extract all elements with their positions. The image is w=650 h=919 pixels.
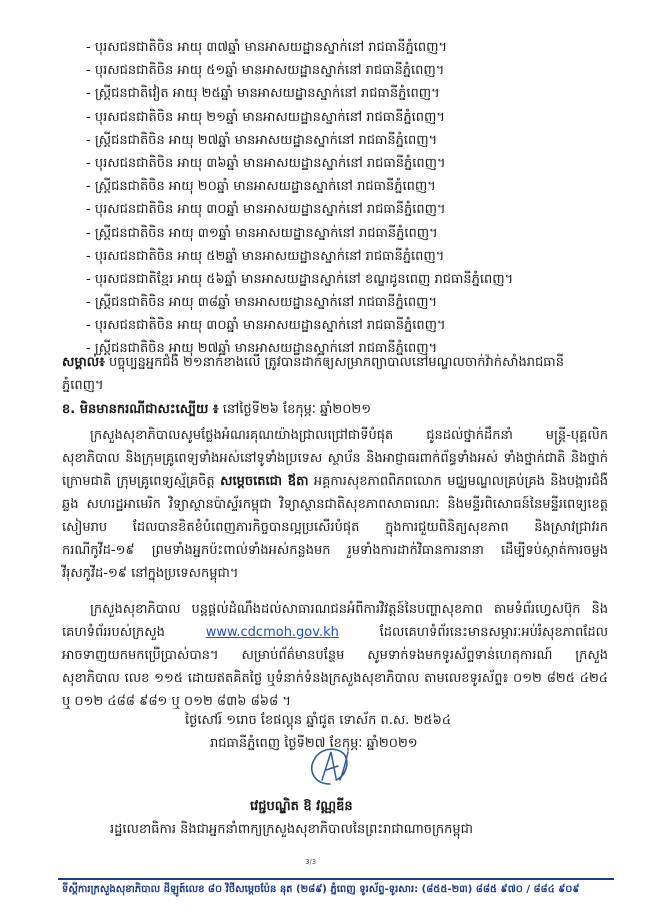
list-item: - ស្ត្រីជនជាតិចិន អាយុ ២៧ឆ្នាំ មានអាសយដ្ឋានស្នាក់នៅ រាជធានីភ្នំពេញ។ — [86, 132, 438, 148]
signature-image — [300, 740, 360, 795]
acknowledgement-paragraph — [62, 424, 608, 599]
list-item: - បុរសជនជាតិចិន អាយុ ៣៦ឆ្នាំ មានអាសយដ្ឋានស្នាក់នៅ រាជធានីភ្នំពេញ។ — [86, 155, 446, 171]
list-item: - ស្ត្រីជនជាតិចិន អាយុ ៣១ឆ្នាំ មានអាសយដ្ឋានស្នាក់នៅ រាជធានីភ្នំពេញ។ — [86, 225, 438, 241]
case-list — [86, 36, 606, 361]
list-item: - បុរសជនជាតិចិន អាយុ ៣០ឆ្នាំ មានអាសយដ្ឋានស្នាក់នៅ រាជធានីភ្នំពេញ។ — [86, 202, 446, 218]
note-text: បច្ចុប្បន្នអ្នកជំងឺ ២១នាក់ខាងលើ ត្រូវបានដាក់ឲ្យសម្រាកព្យាបាលនៅមណ្ឌលចាក់វ៉ាក់សាំងរាជធានីភ្នំពេញ។ — [62, 355, 564, 393]
list-item: - បុរសជនជាតិចិន អាយុ ៥២ឆ្នាំ មានអាសយដ្ឋានស្នាក់នៅ រាជធានីភ្នំពេញ។ — [86, 248, 445, 264]
list-item: - បុរសជនជាតិចិន អាយុ ២១ឆ្នាំ មានអាសយដ្ឋានស្នាក់នៅ រាជធានីភ្នំពេញ។ — [86, 109, 445, 125]
list-item: - បុរសជនជាតិចិន អាយុ ៥១ឆ្នាំ មានអាសយដ្ឋានស្នាក់នៅ រាជធានីភ្នំពេញ។ — [86, 63, 445, 79]
note-paragraph — [62, 351, 602, 397]
para2-text-before: ក្រសួងសុខាភិបាល បន្តផ្ដល់ដំណឹងដល់សាធារណជនអំពីការវិវត្តន៍នៃបញ្ហាសុខភាព តាមទំព័រហ្វេសប៊ុក និងគេហទំព័ររបស់ក្រសួង — [62, 602, 608, 640]
list-item: - ស្ត្រីជនជាតិវៀត អាយុ ២៥ឆ្នាំ មានអាសយដ្ឋានស្នាក់នៅ រាជធានីភ្នំពេញ។ — [86, 86, 440, 102]
para1-emphasis: សម្តេចតេជោ ឪតា — [220, 474, 309, 489]
signer-name: វេជ្ជបណ្ឌិត ឱ វណ្ណឌីន — [250, 799, 353, 814]
para2-text-after: ដែលគេហទំព័រនេះមានសម្ភារៈអប់រំសុខភាពដែលអាចទាញយកមកប្រើប្រាស់បាន។ សម្រាប់ព័ត៌មានបន្ថែម សូមទាក់ទងមកទូរស័ព្ទទាន់ហេតុការណ៍ ក្រសួងសុខាភិបាល លេខ ១១៥ ដោយឥតគិតថ្លៃ ឬទំនាក់ទំនងក្រសួងសុខាភិបាល តាមលេខទូរស័ព្ទ៖ ០១២ ៨២៥ ៤២៤ ឬ ០១២ ៤៨៨ ៩៨១ ឬ ០១២ ៨៣៦ ៨៦៨ ។ — [62, 625, 608, 709]
list-item: - ស្ត្រីជនជាតិចិន អាយុ ២៧ឆ្នាំ មានអាសយដ្ឋានស្នាក់នៅ រាជធានីភ្នំពេញ។ — [86, 341, 438, 357]
section-b-date: នៅថ្ងៃទី២៦ ខែកុម្ភៈ ឆ្នាំ២០២១ — [218, 402, 372, 417]
list-item: - បុរសជនជាតិចិន អាយុ ៣០ឆ្នាំ មានអាសយដ្ឋានស្នាក់នៅ រាជធានីភ្នំពេញ។ — [86, 318, 446, 334]
para1-text-after: អគ្គការសុខភាពពិភពលោក មជ្ឈមណ្ឌលគ្រប់គ្រង និងបង្ការជំងឺឆ្លង សហរដ្ឋអាមេរិក វិទ្យាស្ថានប៉ាស្ទ័រកម្ពុជា វិទ្យាស្ថានជាតិសុខភាពសាធារណៈ និងមន្ទីរពិសោធន៍នៃមន្ទីរពេទ្យខេត្តសៀមរាប ដែលបានខិតខំបំពេញភារកិច្ចបានល្អប្រសើរបំផុត ក្នុងការជួយពិនិត្យសុខភាព និងស្រាវជ្រាវរកករណីកូវីដ-១៩ ព្រមទាំងអ្នកប៉ះពាល់ទាំងអស់កន្លងមក រួមទាំងការដាក់វិធានការនានា ដើម្បីទប់ស្កាត់ការចម្លងវីរុសកូវីដ-១៩ នៅក្នុងប្រទេសកម្ពុជា។ — [62, 474, 609, 581]
solar-date: រាជធានីភ្នំពេញ ថ្ងៃទី២៧ ខែកុម្ភៈ ឆ្នាំ២០២១ — [210, 736, 418, 751]
list-item: - ស្ត្រីជនជាតិចិន អាយុ ២០ឆ្នាំ មានអាសយដ្ឋានស្នាក់នៅ រាជធានីភ្នំពេញ។ — [86, 179, 436, 195]
footer-divider — [58, 878, 614, 880]
section-b-heading — [62, 398, 602, 421]
list-item: - បុរសជនជាតិចិន អាយុ ៣៧ឆ្នាំ មានអាសយដ្ឋានស្នាក់នៅ រាជធានីភ្នំពេញ។ — [86, 40, 448, 55]
para1-text-before: ក្រសួងសុខាភិបាលសូមថ្លែងអំណរគុណយ៉ាងជ្រាលជ្រៅជាទីបំផុត ជូនដល់ថ្នាក់ដឹកនាំ មន្ត្រី-បុគ្គលិកសុខាភិបាល និងក្រុមគ្រូពេទ្យទាំងអស់នៅទូទាំងប្រទេស ស្ថាប័ន និងអាជ្ញាធរពាក់ព័ន្ធទាំងអស់ ទាំងថ្នាក់ជាតិ និងថ្នាក់ក្រោមជាតិ ក្រុមគ្រូពេទ្យស្ម័គ្រចិត្ត — [62, 428, 608, 489]
section-b-label: ខ. មិនមានករណីជាសះស្បើយ ៖ — [62, 402, 219, 417]
information-paragraph — [62, 598, 608, 709]
signer-title: រដ្ឋលេខាធិការ និងជាអ្នកនាំពាក្យក្រសួងសុខាភិបាលនៃព្រះរាជាណាចក្រកម្ពុជា — [110, 822, 474, 837]
website-link[interactable]: www.cdcmoh.gov.kh — [205, 625, 339, 640]
lunar-date: ថ្ងៃសៅរ៍ ១រោច ខែផល្គុន ឆ្នាំជូត ទោស័ក ព.ស. ២៥៦៤ — [185, 713, 452, 728]
page-number: 3/3 — [305, 858, 317, 866]
list-item: - ស្ត្រីជនជាតិចិន អាយុ ៣៨ឆ្នាំ មានអាសយដ្ឋានស្នាក់នៅ រាជធានីភ្នំពេញ។ — [86, 295, 438, 311]
footer-address: ទីស្តីការក្រសួងសុខាភិបាល ដីឡូត៍លេខ ៨០ វិថីសម្តេចប៉ែន នុត (២៨៩) ភ្នំពេញ ទូរស័ព្ទ-ទូរសារ: (៨៥៥-២៣) ៨៨៥ ៩៧០ / ៨៨៤ ៩០៩ — [62, 884, 580, 895]
list-item: - បុរសជនជាតិខ្មែរ អាយុ ៥៦ឆ្នាំ មានអាសយដ្ឋានស្នាក់នៅ ខណ្ឌដូនពេញ រាជធានីភ្នំពេញ។ — [86, 271, 514, 287]
note-label: សម្គាល់៖ — [62, 355, 105, 370]
